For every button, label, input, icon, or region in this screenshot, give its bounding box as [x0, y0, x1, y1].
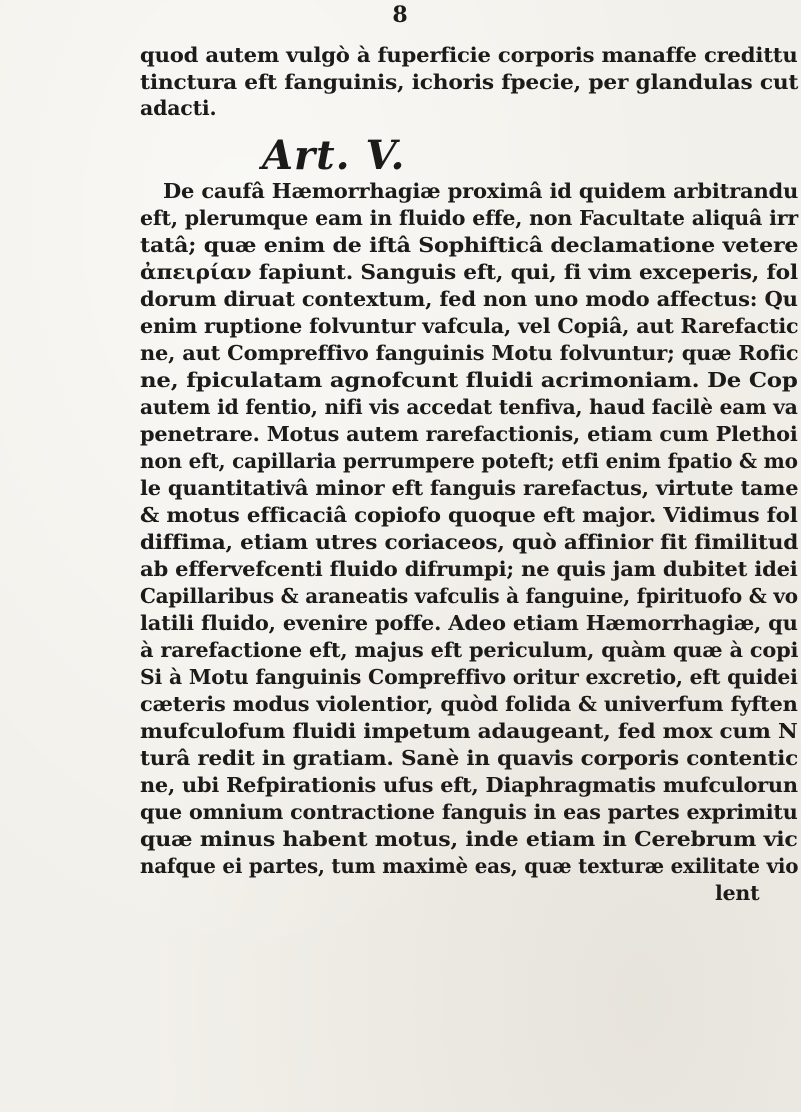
text-line: eft, plerumque eam in fluido effe, non Facultate aliquâ irr: [140, 206, 798, 230]
text-line: que omnium contractione fanguis in eas partes exprimitu: [140, 800, 798, 824]
text-line: tatâ; quæ enim de iftâ Sophifticâ declamatione vetere: [140, 233, 799, 257]
text-line: ne, aut Compreffivo fanguinis Motu folvuntur; quæ Rofic: [140, 341, 799, 365]
text-line: quod autem vulgò à fuperficie corporis manaffe credittu: [140, 43, 798, 67]
text-line: ἀπειρίαν fapiunt. Sanguis eft, qui, fi vim exceperis, fol: [140, 260, 798, 284]
text-line: penetrare. Motus autem rarefactionis, etiam cum Plethoi: [140, 422, 798, 446]
text-line: Capillaribus & araneatis vafculis à fanguine, fpirituofo & vo: [140, 584, 798, 608]
page-number: 8: [392, 2, 409, 28]
text-line: nafque ei partes, tum maximè eas, quæ texturæ exilitate vio: [140, 854, 799, 878]
text-line: De caufâ Hæmorrhagiæ proximâ id quidem arbitrandu: [163, 179, 799, 203]
text-line: à rarefactione eft, majus eft periculum, quàm quæ à copi: [140, 638, 799, 662]
text-line: enim ruptione folvuntur vafcula, vel Copiâ, aut Rarefactic: [140, 314, 799, 338]
text-line: autem id fentio, nifi vis accedat tenfiva, haud facilè eam va: [140, 395, 798, 419]
text-line: ne, ubi Refpirationis ufus eft, Diaphragmatis mufculorun: [140, 773, 798, 797]
text-line: dorum diruat contextum, fed non uno modo affectus: Qu: [140, 287, 798, 311]
text-line: Si à Motu fanguinis Compreffivo oritur excretio, eft quidei: [140, 665, 798, 689]
text-line: ab effervefcenti fluido difrumpi; ne quis jam dubitet idei: [140, 557, 798, 581]
text-line: turâ redit in gratiam. Sanè in quavis corporis contentic: [140, 746, 799, 770]
text-line: latili fluido, evenire poffe. Adeo etiam Hæmorrhagiæ, qu: [140, 611, 798, 635]
text-line: tinctura eft fanguinis, ichoris fpecie, per glandulas cut: [140, 70, 799, 94]
article-heading: Art. V.: [262, 132, 406, 179]
text-line: mufculofum fluidi impetum adaugeant, fed mox cum N: [140, 719, 798, 743]
text-line: & motus efficaciâ copiofo quoque eft major. Vidimus fol: [140, 503, 798, 527]
text-line: non eft, capillaria perrumpere poteft; etfi enim fpatio & mo: [140, 449, 798, 473]
text-line: lent: [715, 881, 760, 905]
text-line: adacti.: [140, 96, 217, 120]
text-line: ne, fpiculatam agnofcunt fluidi acrimoniam. De Cop: [140, 368, 798, 392]
text-line: le quantitativâ minor eft fanguis rarefactus, virtute tame: [140, 476, 799, 500]
text-line: diffima, etiam utres coriaceos, quò affinior fit fimilitud: [140, 530, 799, 554]
text-line: quæ minus habent motus, inde etiam in Cerebrum vic: [140, 827, 798, 851]
text-line: cæteris modus violentior, quòd folida & univerfum fyften: [140, 692, 798, 716]
